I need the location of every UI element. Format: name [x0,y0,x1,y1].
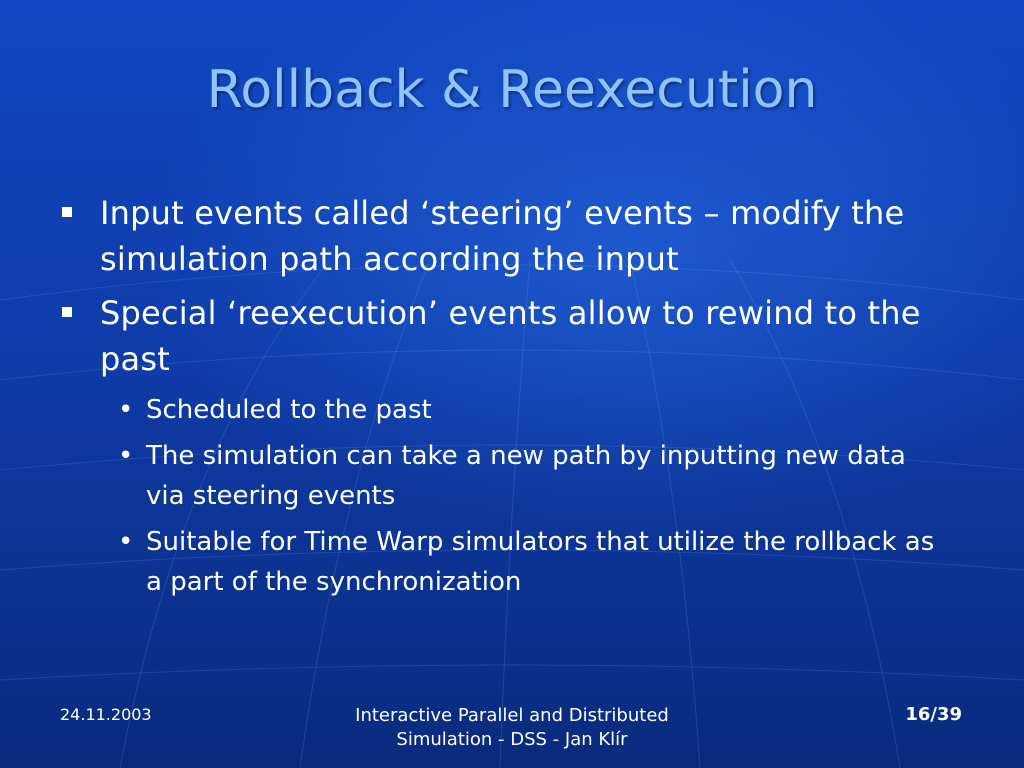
sub-bullet-2-3-text: Suitable for Time Warp simulators that utilize the rollback as a part of the synchronization [146,527,935,597]
round-bullet-icon: • [118,395,134,425]
slide-body [62,190,952,608]
bullet-1-text: Input events called ‘steering’ events – modify the simulation path according the input [100,194,905,278]
round-bullet-icon: • [118,527,134,557]
square-bullet-icon [62,307,72,317]
round-bullet-icon: • [118,441,134,471]
sub-bullet-2-1 [62,390,952,430]
footer-caption-line-1: Interactive Parallel and Distributed [355,705,669,726]
sub-bullet-2-1-text: Scheduled to the past [146,395,432,425]
bullet-2-text: Special ‘reexecution’ events allow to rewind to the past [100,294,921,378]
slide-title: Rollback & Reexecution [206,60,818,120]
footer-date: 24.11.2003 [60,705,152,724]
sub-bullet-2-2 [62,436,952,516]
bullet-2 [62,290,952,382]
sub-bullet-2-3 [62,522,952,602]
bullet-1 [62,190,952,282]
slide-number: 16/39 [905,704,962,725]
footer-caption-line-2: Simulation - DSS - Jan Klír [396,729,628,750]
footer-caption [312,704,712,752]
sub-bullet-2-2-text: The simulation can take a new path by inputting new data via steering events [146,441,906,511]
square-bullet-icon [62,207,72,217]
